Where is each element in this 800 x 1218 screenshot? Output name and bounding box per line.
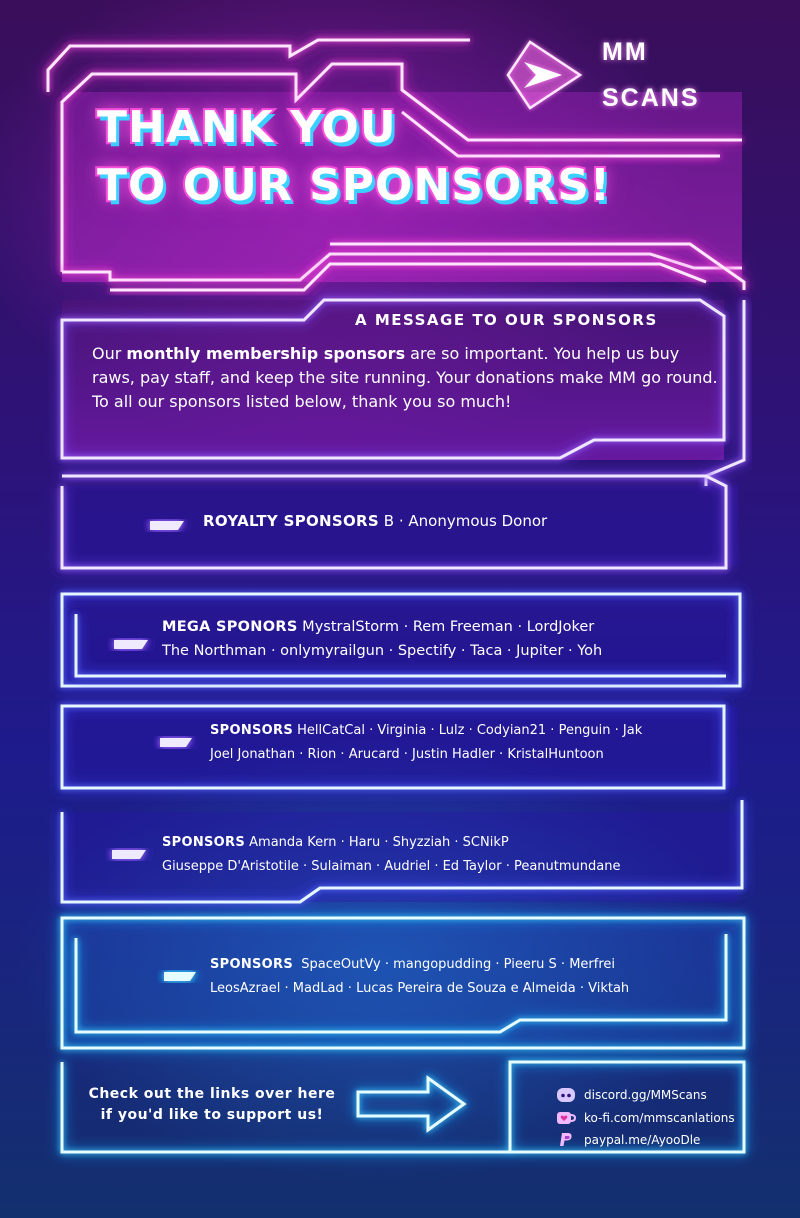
sponsors2-names-line1: Amanda Kern · Haru · Shyzziah · SCNikP [245, 835, 509, 850]
paypal-link-text: paypal.me/AyooDle [584, 1133, 701, 1147]
sponsors3-names-line1: SpaceOutVy · mangopudding · Pieeru S · Merfrei [293, 957, 616, 972]
message-body-after: are so important. You help us buy raws, pay staff, and keep the site running. Your donations make MM go round. To all our sponsors listed below, thank you so much! [92, 344, 718, 411]
mega-tab-marker [114, 640, 148, 649]
sponsors1-tab-marker [160, 738, 192, 747]
sponsors1-names-line2: Joel Jonathan · Rion · Arucard · Justin Hadler · KristalHuntoon [210, 747, 604, 762]
royalty-sponsors-label: ROYALTY SPONSORS [203, 512, 380, 530]
message-body-before: Our [92, 344, 127, 363]
sponsors3-names-line2: LeosAzrael · MadLad · Lucas Pereira de Souza e Almeida · Viktah [210, 981, 630, 996]
royalty-sponsors-row [203, 509, 547, 533]
sponsors3-label: SPONSORS [210, 957, 294, 972]
message-body [92, 342, 720, 414]
sponsors3-tab-marker [164, 972, 196, 981]
discord-icon [556, 1086, 576, 1104]
message-heading: A MESSAGE TO OUR SPONSORS [355, 311, 658, 329]
sponsors2-label: SPONSORS [162, 835, 246, 850]
logo-text-scans: SCANS [602, 84, 700, 112]
sponsors-row-2 [162, 831, 620, 879]
mega-sponsors-label: MEGA SPONORS [162, 619, 298, 635]
support-call-to-action [72, 1084, 352, 1126]
cta-line1: Check out the links over here [88, 1086, 336, 1102]
cta-line2: if you'd like to support us! [100, 1107, 324, 1123]
kofi-link[interactable] [556, 1107, 735, 1129]
sponsors1-names-line1: HellCatCal · Virginia · Lulz · Codyian21 · Penguin · Jak [293, 723, 643, 738]
page-title-line1: THANK YOU [97, 102, 397, 153]
title-frame-bottom-accent [330, 244, 744, 290]
discord-link[interactable] [556, 1084, 735, 1106]
kofi-link-text: ko-fi.com/mmscanlations [584, 1110, 735, 1125]
arrow-right-icon [358, 1078, 464, 1130]
paypal-icon [556, 1131, 576, 1149]
sponsors-row-3 [210, 953, 629, 1001]
mega-sponsors-names-line1: MystralStorm · Rem Freeman · LordJoker [297, 619, 595, 635]
support-links [556, 1084, 735, 1152]
brand-logo [478, 32, 718, 118]
sponsors-row-1 [210, 719, 642, 767]
mega-sponsors-row [162, 615, 602, 663]
royalty-tab-marker [150, 521, 184, 530]
mega-sponsors-names-line2: The Northman · onlymyrailgun · Spectify · Taca · Jupiter · Yoh [162, 643, 603, 659]
kofi-cup-icon [556, 1109, 576, 1127]
logo-text-mm: MM [602, 38, 648, 66]
sponsors2-tab-marker [112, 850, 146, 859]
discord-link-text: discord.gg/MMScans [584, 1088, 707, 1102]
paypal-link[interactable] [556, 1129, 735, 1151]
title-frame-bottom [62, 254, 742, 280]
message-body-bold: monthly membership sponsors [126, 344, 406, 363]
logo-emblem-icon [478, 32, 598, 118]
sponsors1-label: SPONSORS [210, 723, 294, 738]
page-title-line2: TO OUR SPONSORS! [97, 160, 611, 211]
title-frame-top-accent [48, 40, 470, 92]
sponsors2-names-line2: Giuseppe D'Aristotile · Sulaiman · Audriel · Ed Taylor · Peanutmundane [162, 859, 621, 874]
royalty-sponsors-names: B · Anonymous Donor [379, 512, 548, 530]
title-frame-bottom-inner [110, 264, 706, 290]
title-frame-inner-line [402, 112, 720, 156]
